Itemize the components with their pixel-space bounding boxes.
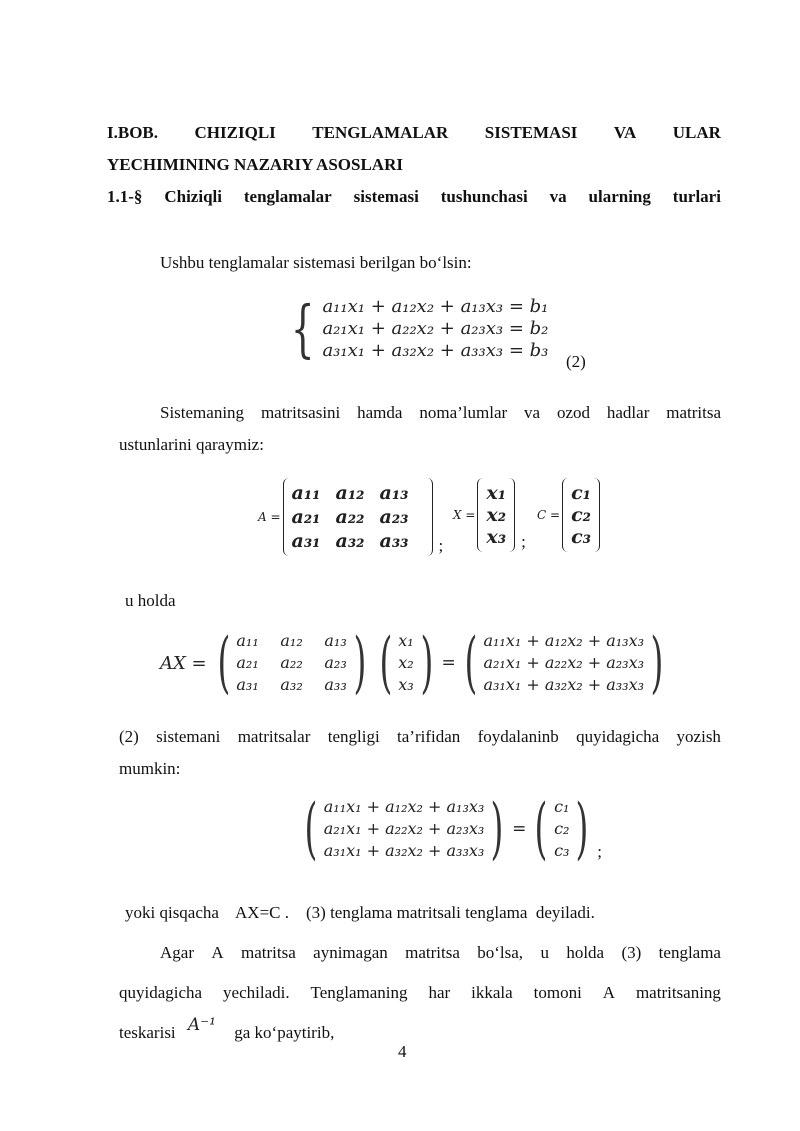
equation-row: a₃₁x₁ + a₃₂x₂ + a₃₃x₃ <box>323 841 485 860</box>
matrix-C <box>537 478 600 552</box>
product-x: x₁ <box>398 631 414 650</box>
paragraph-3: u holda <box>125 591 176 610</box>
section-word: sistemasi <box>353 187 419 206</box>
system-row: a₁₁x₁ + a₁₂x₂ + a₁₃x₃ = b₁ <box>322 296 549 317</box>
equation-c: c₁ <box>554 797 570 816</box>
matrix-C-label: C = <box>537 508 561 522</box>
section-word: tenglamalar <box>243 187 332 206</box>
product-result-row: a₁₁x₁ + a₁₂x₂ + a₁₃x₃ <box>483 631 645 650</box>
section-word: va <box>549 187 567 206</box>
matrix-cell: a₃₂ <box>335 530 365 552</box>
matrix-X <box>453 478 526 552</box>
section-word: turlari <box>672 187 721 206</box>
paragraph-2-line2: ustunlarini qaraymiz: <box>119 435 264 454</box>
matrix-cell: a₁₁ <box>291 482 321 504</box>
paragraph-4-line1: (2) sistemani matritsalar tengligi ta’rifidan foydalaninb quyidagicha yozish <box>119 727 721 746</box>
separator: ; <box>521 532 526 551</box>
matrix-equation: ( a₁₁x₁ + a₁₂x₂ + a₁₃x₃ a₂₁x₁ + a₂₂x₂ + a₂₃x₃ a₃₁x₁ + a₃₂x₂ + a₃₃x₃ ) = ( c₁ c₂ c₃ ) ; <box>304 790 602 867</box>
separator: ; <box>438 536 444 555</box>
product-result-row: a₂₁x₁ + a₂₂x₂ + a₂₃x₃ <box>483 653 645 672</box>
matrix-cell: c₃ <box>571 526 591 548</box>
paragraph-6-line3: teskarisi A⁻¹ ga ko‘paytirib, <box>119 1015 335 1042</box>
section-word: tushunchasi <box>440 187 528 206</box>
matrix-cell: c₂ <box>571 504 591 526</box>
chapter-word: VA <box>613 123 637 142</box>
section-word: ularning <box>588 187 651 206</box>
separator: ; <box>597 842 602 861</box>
matrix-cell: a₂₂ <box>335 506 365 528</box>
paragraph-6-line1: Agar A matritsa aynimagan matritsa bo‘lsa, u holda (3) tenglama <box>160 943 721 962</box>
matrix-X-label: X = <box>453 508 476 522</box>
section-word: Chiziqli <box>164 187 222 206</box>
equation-system <box>283 292 549 365</box>
matrix-product: AX = ( a₁₁ a₁₂ a₁₃ a₂₁ a₂₂ a₂₃ a₃₁ a₃₂ a₃₃ ) ( x₁ x₂ x₃ ) = ( a₁₁x₁ + a₁₂x₂ + a₁₃x₃ a₂₁x₁ + a₂₂x₂ + a₂₃x₃ a₃₁x₁ + a₃₂x₂ + a₃₃x₃ ) <box>160 624 664 701</box>
equation-label: (2) <box>566 352 586 371</box>
section-title <box>107 187 721 207</box>
product-lhs: AX = <box>160 652 207 674</box>
matrix-cell: a₃₃ <box>379 530 409 552</box>
matrix-cell: x₂ <box>486 504 507 526</box>
matrix-cell: x₃ <box>486 526 507 548</box>
product-x: x₂ <box>398 653 414 672</box>
matrix-cell: a₂₃ <box>379 506 409 528</box>
chapter-title-line2: YECHIMINING NAZARIY ASOSLARI <box>107 155 403 174</box>
product-row: a₂₁ a₂₂ a₂₃ <box>236 653 347 672</box>
product-row: a₃₁ a₃₂ a₃₃ <box>236 675 347 694</box>
paragraph-5: yoki qisqacha AX=C . (3) tenglama matritsali tenglama deyiladi. <box>125 903 595 922</box>
product-x: x₃ <box>398 675 414 694</box>
equation-c: c₃ <box>554 841 570 860</box>
paragraph-intro: Ushbu tenglamalar sistemasi berilgan bo‘lsin: <box>160 253 472 272</box>
paragraph-6-line2: quyidagicha yechiladi. Tenglamaning har ikkala tomoni A matritsaning <box>119 983 721 1002</box>
equation-row: a₁₁x₁ + a₁₂x₂ + a₁₃x₃ <box>323 797 485 816</box>
product-row: a₁₁ a₁₂ a₁₃ <box>236 631 347 650</box>
chapter-word: SISTEMASI <box>484 123 578 142</box>
page-number: 4 <box>398 1042 407 1061</box>
system-row: a₃₁x₁ + a₃₂x₂ + a₃₃x₃ = b₃ <box>322 340 549 361</box>
chapter-word: CHIZIQLI <box>194 123 276 142</box>
chapter-word: I.BOB. <box>107 123 159 142</box>
matrix-cell: a₂₁ <box>291 506 321 528</box>
inverse-matrix: A⁻¹ <box>187 1015 216 1035</box>
matrix-cell: a₁₂ <box>335 482 365 504</box>
matrix-A <box>258 478 443 556</box>
matrix-cell: x₁ <box>486 482 507 504</box>
matrix-cell: a₁₃ <box>379 482 409 504</box>
matrix-A-label: A = <box>258 510 281 524</box>
chapter-word: TENGLAMALAR <box>312 123 449 142</box>
matrix-cell: c₁ <box>571 482 591 504</box>
equation-row: a₂₁x₁ + a₂₂x₂ + a₂₃x₃ <box>323 819 485 838</box>
paragraph-2-line1: Sistemaning matritsasini hamda noma’lumlar va ozod hadlar matritsa <box>160 403 721 422</box>
section-word: 1.1-§ <box>107 187 143 206</box>
equation-c: c₂ <box>554 819 570 838</box>
chapter-word: ULAR <box>672 123 721 142</box>
paragraph-4-line2: mumkin: <box>119 759 181 778</box>
system-row: a₂₁x₁ + a₂₂x₂ + a₂₃x₃ = b₂ <box>322 318 549 339</box>
left-brace: { <box>290 292 315 365</box>
matrix-cell: a₃₁ <box>291 530 321 552</box>
chapter-title-line1 <box>107 123 721 143</box>
product-result-row: a₃₁x₁ + a₃₂x₂ + a₃₃x₃ <box>483 675 645 694</box>
